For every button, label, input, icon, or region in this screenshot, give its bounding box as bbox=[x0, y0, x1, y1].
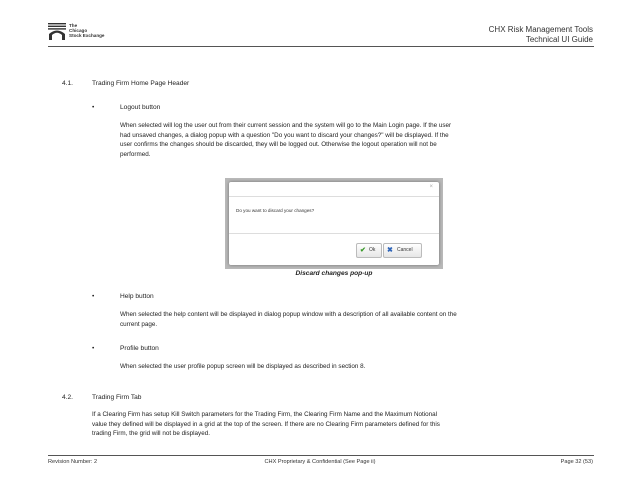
confidential-notice: CHX Proprietary & Confidential (See Page ii) bbox=[264, 459, 376, 465]
bullet-label: Help button bbox=[120, 293, 154, 300]
close-icon[interactable]: × bbox=[429, 184, 433, 190]
ok-button-label: Ok bbox=[369, 247, 376, 253]
page-number: Page 32 (53) bbox=[560, 459, 593, 465]
header-rule bbox=[48, 46, 594, 47]
paragraph bbox=[92, 410, 593, 439]
text-line: When selected the user profile popup screen will be displayed as described in section 8. bbox=[120, 363, 366, 370]
figure-caption: Discard changes pop-up bbox=[295, 270, 373, 277]
close-x-icon: ✖ bbox=[387, 247, 393, 254]
dialog-screenshot bbox=[225, 178, 443, 269]
paragraph bbox=[120, 121, 593, 159]
section-number: 4.1. bbox=[62, 80, 73, 87]
text-line: When selected will log the user out from their current session and the system will go to the Main Login page. If the user bbox=[120, 122, 452, 129]
dialog-divider bbox=[229, 196, 439, 197]
bullet-label: Logout button bbox=[120, 104, 161, 111]
text-line: trading Firm, the grid will not be displayed. bbox=[92, 430, 210, 438]
document-title bbox=[489, 25, 593, 45]
document-title-line2: Technical UI Guide bbox=[525, 35, 593, 44]
discard-changes-dialog bbox=[229, 182, 439, 265]
chx-building-icon bbox=[48, 23, 66, 40]
chx-logo bbox=[48, 22, 138, 44]
bullet-dot: • bbox=[92, 345, 95, 352]
text-line: had unsaved changes, a dialog popup with a question "Do you want to discard your changes?" will be displayed. If the bbox=[120, 131, 449, 139]
paragraph bbox=[120, 310, 593, 329]
cancel-button-label: Cancel bbox=[397, 247, 413, 253]
document-title-line1: CHX Risk Management Tools bbox=[488, 25, 593, 34]
section-title: Trading Firm Tab bbox=[92, 394, 142, 401]
ok-button[interactable] bbox=[356, 243, 382, 258]
bullet-dot: • bbox=[92, 104, 95, 111]
section-number: 4.2. bbox=[62, 394, 73, 401]
paragraph bbox=[120, 362, 593, 372]
logo-line: The bbox=[69, 23, 78, 28]
text-line: current page. bbox=[120, 320, 158, 328]
cancel-button[interactable] bbox=[383, 243, 422, 258]
text-line: When selected the help content will be displayed in dialog popup window with a description of all available content on the bbox=[120, 311, 457, 318]
bullet-dot: • bbox=[92, 293, 95, 300]
text-line: performed. bbox=[120, 150, 151, 158]
logo-line: Stock Exchange bbox=[69, 33, 105, 39]
logo-wordmark bbox=[69, 23, 105, 39]
revision-number: Revision Number: 2 bbox=[48, 459, 98, 465]
check-icon: ✔ bbox=[360, 247, 366, 254]
dialog-divider bbox=[229, 233, 439, 234]
text-line: value they defined will be displayed in a grid at the top of the screen. If there are no Clearing Firm parameters defined for this bbox=[92, 420, 440, 428]
footer-rule bbox=[48, 455, 594, 456]
dialog-message: Do you want to discard your changes? bbox=[236, 208, 315, 213]
bullet-label: Profile button bbox=[120, 345, 159, 352]
section-title: Trading Firm Home Page Header bbox=[92, 80, 190, 87]
text-line: If a Clearing Firm has setup Kill Switch parameters for the Trading Firm, the Clearing Firm Name and the Maximum Notional bbox=[92, 411, 438, 418]
logo-line: Chicago bbox=[69, 28, 88, 34]
text-line: user confirms the changes should be discarded, they will be logged out. Otherwise the logout operation will not be bbox=[120, 141, 437, 149]
